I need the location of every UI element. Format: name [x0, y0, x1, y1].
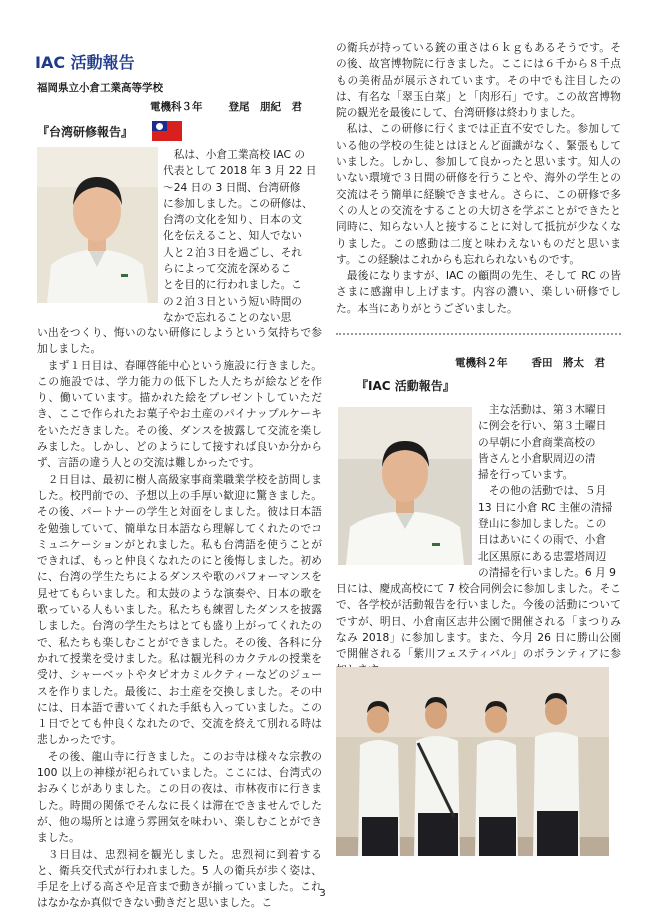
text-line: 北区黒原にある忠霊塔周辺: [478, 549, 607, 563]
text-line: 掃を行っています。: [478, 468, 574, 482]
right-body-bottom: [336, 581, 621, 679]
text-line: らによって交流を深めるこ: [163, 262, 292, 276]
text-line: 人と２泊３日を過ごし、それ: [163, 245, 302, 259]
section-divider: [336, 333, 621, 335]
text-line: 13 日に小倉 RC 主催の清掃: [478, 500, 613, 514]
paragraph: ２日目は、最初に樹人高級家事商業職業学校を訪問しました。校門前での、予想以上の手厚い歓迎に驚きました。その後、パートナーの学生と対面をしました。彼は日本語を勉強していて、簡単な日本語なら理解してくれたのでコミュニケーションがとれました。私も台湾語を使うことができれば、もっと仲良くなれたのにと後悔しました。初めに、台湾の学生たちによるダンスや歌のパフォーマンスを見せてもらいました。和太鼓のような演奏や、日本の歌を歌っている人もいました。私たちも練習したダンスを披露しました。台湾の学生たちはとても盛り上がってくれたので、私たちも楽しむことができました。その後、各科に分かれて授業を受けました。私は観光科のカクテルの授業を受け、シャーベットやタピオカミルクティーなどのジュースを作りました。最後に、お土産を交換しました。その中には、日本語で書いてくれた手紙も入っていました。この１日でとても仲良くなれたので、交流を終えて別れる時は悲しかったです。: [37, 472, 322, 747]
text-line: 化を伝えること、知人でない: [163, 229, 302, 243]
paragraph: 最後になりますが、IAC の顧問の先生、そして RC の皆さまに感謝申し上げます。内容の濃い、楽しい研修でした。本当にありがとうございました。: [336, 269, 621, 315]
taiwan-flag-icon: [152, 121, 182, 141]
author-2-photo: [338, 407, 472, 565]
text-line: の２泊３日という短い時間の: [163, 294, 302, 308]
text-line: 日はあいにくの雨で、小倉: [478, 533, 607, 547]
text-line: 主な活動は、第３木曜日: [488, 403, 607, 416]
text-line: 登山に参加しました。この: [478, 517, 607, 531]
paragraph: 日には、慶成高校にて 7 校合同例会に参加しました。そこで、各学校が活動報告を行いました。今後の活動についてですが、明日、小倉南区志井公園で開催される「まつりみなみ 2018」に参加します。また、今月 26 日に勝山公園で開催される「紫川フェスティバル」のボランティアに参: [336, 582, 621, 661]
text-line: 皆さんと小倉駅周辺の清: [478, 451, 596, 465]
author-2-byline: [455, 355, 605, 370]
paragraph: 私は、この研修に行くまでは正直不安でした。参加している他の学校の生徒とはほとんど面識がなく、緊張もしていました。しかし、参加して良かったと思います。知人のいない環境で３日間の研修を行うことや、海外の学生との交流はそう簡単に経験できません。さらに、この研修で多くの人との交流をすることの大切さを学ぶことができたと同時に、知らない人と接することに対して抵抗が少なくなりました。この感動は二度と味わえないものだと思います。この経験はこれからも忘れられないものです。: [336, 122, 621, 266]
author-1-dept: 電機科３年: [150, 101, 203, 113]
school-name: 福岡県立小倉工業高等学校: [37, 82, 163, 94]
paragraph: ３日目は、忠烈祠を観光しました。忠烈祠に到着すると、衛兵交代式が行われました。5 人の衛兵が歩く姿は、手足を上げる高さや足音まで動きが揃っていました。これはなかなか真似できない動きだと思いました。こ: [37, 847, 322, 910]
author-2-name: 香田 將太 君: [531, 357, 605, 369]
group-photo: [336, 667, 609, 856]
right-body-top: [336, 40, 621, 317]
text-line: 台湾の文化を知り、日本の文: [163, 213, 302, 227]
author-1-name: 登尾 朋紀 君: [228, 101, 302, 113]
text-line: その他の活動では、５月: [488, 484, 607, 498]
author-1-byline: [150, 99, 302, 114]
text-line: に例会を行い、第３土曜日: [478, 419, 607, 433]
page-title: IAC 活動報告: [35, 53, 135, 72]
section-2-heading: 『IAC 活動報告』: [356, 379, 455, 393]
intro-text-wrapped: [163, 147, 322, 326]
page-number: 3: [319, 888, 326, 899]
text-line: 〜24 日の 3 日間、台湾研修: [163, 180, 301, 194]
text-line: の清掃を行いました。6 月 9: [478, 565, 616, 579]
text-line: 代表として 2018 年 3 月 22 日: [163, 164, 317, 178]
left-body: [37, 325, 322, 912]
text-line: なかで忘れることのない思: [163, 310, 292, 324]
paragraph: い出をつくり、悔いのない研修にしようという気持ちで参加しました。: [37, 326, 322, 356]
paragraph: まず１日目は、春暉啓能中心という施設に行きました。この施設では、学力能力の低下した人たちが絵などを作り、働いています。描かれた絵をプレゼントしていただき、ここで作られたお菓子やお土産のパイナップルケーキをいただきました。その後、ダンスを披露して交流を楽しみました。しかし、どのようにして接すれば良いか分からず、言語の違う人との交流は難しかったです。: [37, 358, 322, 470]
author-2-dept: 電機科２年: [455, 357, 508, 369]
text-line: とを目的に行われました。こ: [163, 278, 302, 292]
section-1-heading: 『台湾研修報告』: [37, 125, 134, 139]
text-line: 私は、小倉工業高校 IAC の: [173, 148, 306, 161]
author-1-photo: [37, 147, 158, 303]
intro-text-wrapped-2: [478, 402, 621, 581]
paragraph: その後、龍山寺に行きました。このお寺は様々な宗教の 100 以上の神様が祀られていました。ここには、台湾式のおみくじがありました。この日の夜は、市林夜市に行きました。時間の関係でそんなに長くは滞在できませんでしたが、他の場所とは違う雰囲気を味わい、楽しむことができました。: [37, 749, 322, 845]
paragraph: の衛兵が持っている銃の重さは６ｋｇもあるそうです。その後、故宮博物院に行きました。ここには６千から８千点もの美術品が展示されています。その中でも注目したのは、有名な「翠玉白菜」と「肉形石」です。この故宮博物院の観光を最後にして、台湾研修は終わりました。: [336, 41, 621, 120]
text-line: に参加しました。この研修は、: [163, 196, 313, 210]
text-line: の早朝に小倉商業高校の: [478, 435, 596, 449]
